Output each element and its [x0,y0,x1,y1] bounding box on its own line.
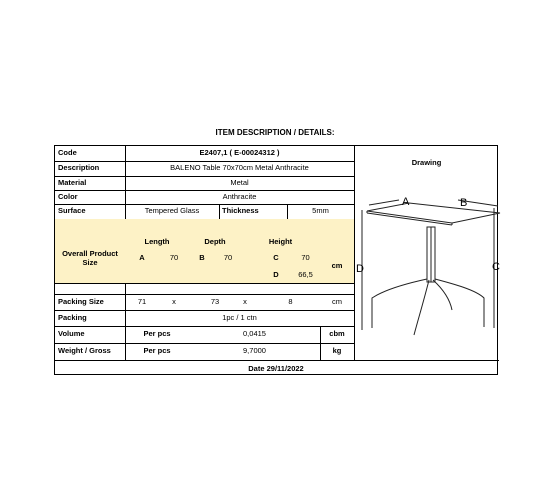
drawing-label: Drawing [411,157,442,167]
dim-d-value: 66,5 [291,267,320,283]
table-drawing [354,180,499,360]
dim-a-value: 70 [159,250,189,267]
spacer-band [55,219,354,234]
dim-a-letter: A [125,250,159,267]
height-header: Height [241,234,320,250]
leg-left [372,279,427,328]
surface-label: Surface [58,206,86,216]
volume-label: Volume [58,329,85,339]
material-label: Material [58,177,87,187]
packing-size-width: 73 [210,296,220,306]
thickness-value: 5mm [312,206,329,216]
overall-size-label: Overall Product Size [55,234,125,283]
depth-header: Depth [189,234,241,250]
surface-value: Tempered Glass [144,206,200,216]
drawing-label-d: D [356,263,364,275]
table-top [367,203,500,223]
dim-d-letter: D [261,267,291,283]
drawing-label-a: A [402,196,410,208]
color-value: Anthracite [222,191,257,201]
dim-c-letter: C [261,250,291,267]
dim-unit: cm [320,250,354,283]
material-value: Metal [230,177,249,187]
description-label: Description [58,163,100,173]
packing-size-unit: cm [332,296,342,306]
description-value: BALENO Table 70x70cm Metal Anthracite [170,163,309,173]
dim-c-value: 70 [291,250,320,267]
weight-unit: kg [332,346,342,356]
weight-value: 9,7000 [243,346,266,356]
volume-per: Per pcs [143,329,171,339]
weight-label: Weight / Gross [58,346,111,356]
drawing-label-b: B [460,197,468,209]
packing-size-length: 71 [137,296,147,306]
packing-size-x2: x [243,296,247,306]
weight-per: Per pcs [143,346,171,356]
dim-b-letter: B [189,250,215,267]
packing-size-label: Packing Size [58,296,104,306]
code-value: E2407,1 ( E-00024312 ) [199,148,280,158]
code-label: Code [58,148,77,158]
color-label: Color [58,191,78,201]
thickness-label: Thickness [222,206,259,216]
packing-value: 1pc / 1 ctn [222,312,257,322]
packing-size-height: 8 [288,296,293,306]
volume-value: 0,0415 [243,329,266,339]
details-table [54,145,498,375]
leg-front [414,280,429,335]
packing-label: Packing [58,312,87,322]
drawing-label-c: C [492,261,500,273]
length-header: Length [125,234,189,250]
page-title: ITEM DESCRIPTION / DETAILS: [215,128,335,137]
leg-back [433,280,452,310]
leg-right [435,279,484,327]
date-footer: Date 29/11/2022 [248,364,304,373]
dim-b-value: 70 [215,250,241,267]
packing-size-x1: x [172,296,176,306]
volume-unit: cbm [329,329,345,339]
